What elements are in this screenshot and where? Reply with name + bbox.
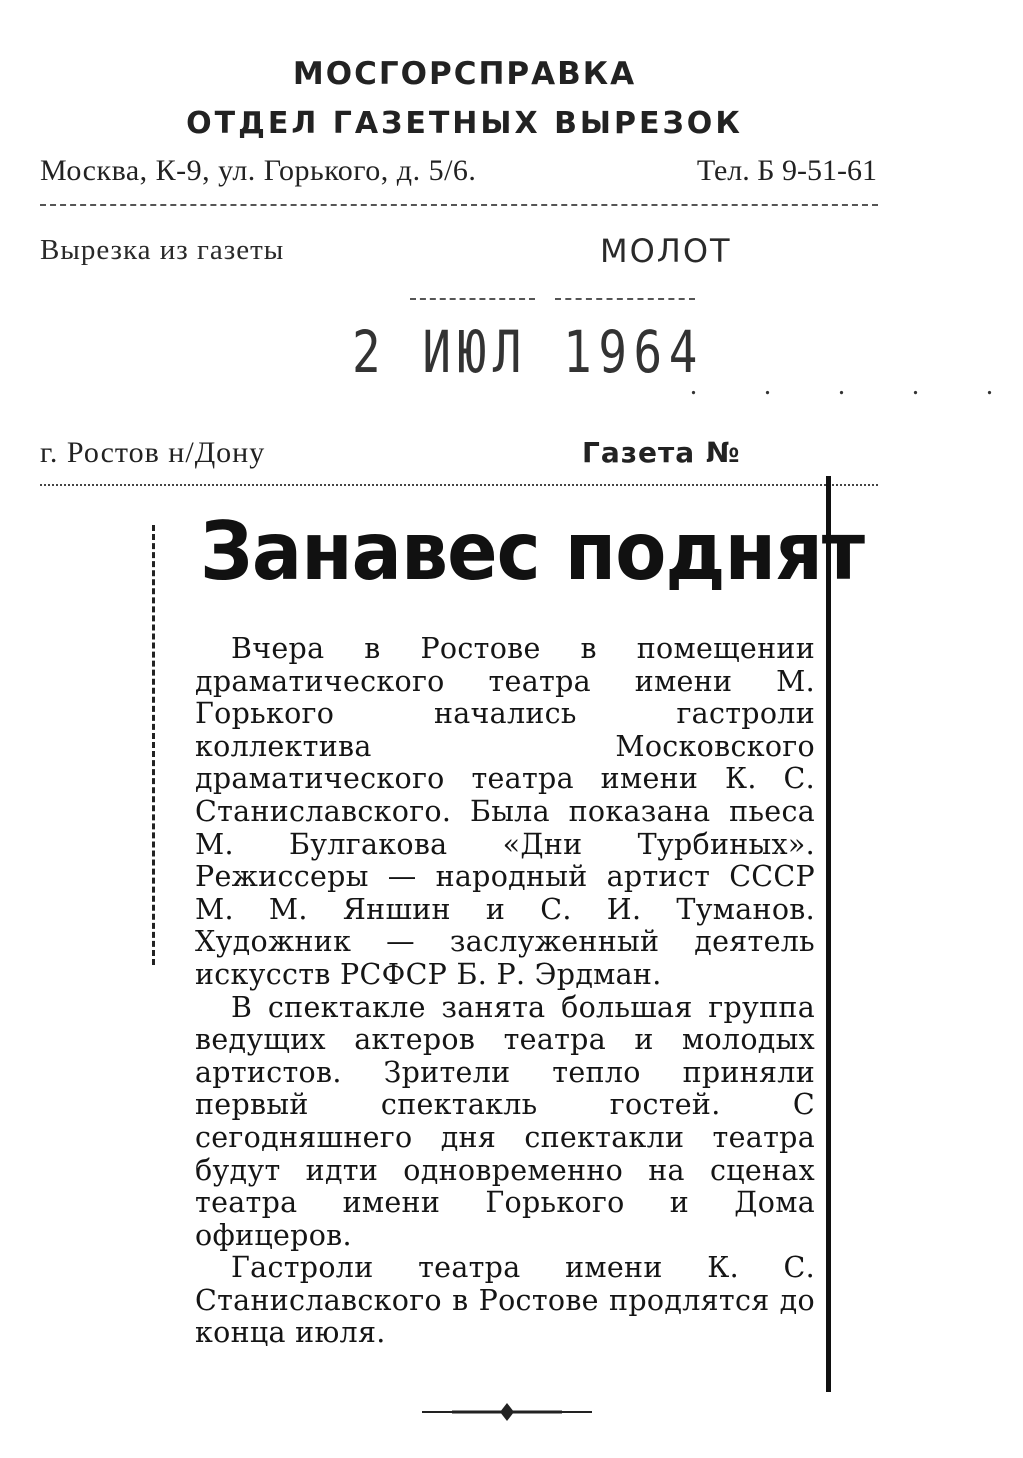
clipping-label: Вырезка из газеты bbox=[40, 234, 285, 266]
left-column-rule bbox=[152, 525, 167, 965]
end-ornament-icon bbox=[422, 1402, 592, 1422]
article-paragraph: Вчера в Ростове в помещении драматического театра имени М. Горького начались гастроли коллектива Московского драматического театра имени К. С. Станиславского. Была показана пьеса М. Булгакова «Дни Турбиных». Режиссеры — народный артист СССР М. М. Яншин и С. И. Туманов. Художник — заслуженный деятель искусств РСФСР Б. Р. Эрдман. bbox=[195, 632, 815, 991]
stamp-address: Москва, К-9, ул. Горького, д. 5/6. bbox=[40, 154, 477, 187]
right-column-rule bbox=[826, 476, 831, 1392]
date-line bbox=[555, 298, 695, 300]
date-line bbox=[410, 298, 535, 300]
header-divider bbox=[40, 204, 878, 206]
article-body bbox=[195, 633, 815, 1350]
date-stamp: 2 ИЮЛ 1964 bbox=[352, 318, 704, 386]
stamp-department: ОТДЕЛ ГАЗЕТНЫХ ВЫРЕЗОК bbox=[186, 106, 743, 141]
issue-number-label: Газета № bbox=[582, 436, 741, 469]
article-paragraph: Гастроли театра имени К. С. Станиславского в Ростове продлятся до конца июля. bbox=[195, 1251, 815, 1350]
stamp-organization: МОСГОРСПРАВКА bbox=[292, 56, 637, 92]
date-dots: . . . . . bbox=[690, 370, 1023, 401]
stamp-phone: Тел. Б 9-51-61 bbox=[696, 154, 877, 187]
article-headline: Занавес поднят bbox=[200, 505, 865, 598]
newspaper-name: МОЛОТ bbox=[600, 232, 732, 270]
clipping-top-divider bbox=[40, 484, 878, 486]
article-paragraph: В спектакле занята большая группа ведущих актеров театра и молодых артистов. Зрители тепло приняли первый спектакль гостей. С сегодняшнего дня спектакли театра будут идти одновременно на сценах театра имени Горького и Дома офицеров. bbox=[195, 990, 815, 1252]
city-label: г. Ростов н/Дону bbox=[40, 436, 266, 469]
